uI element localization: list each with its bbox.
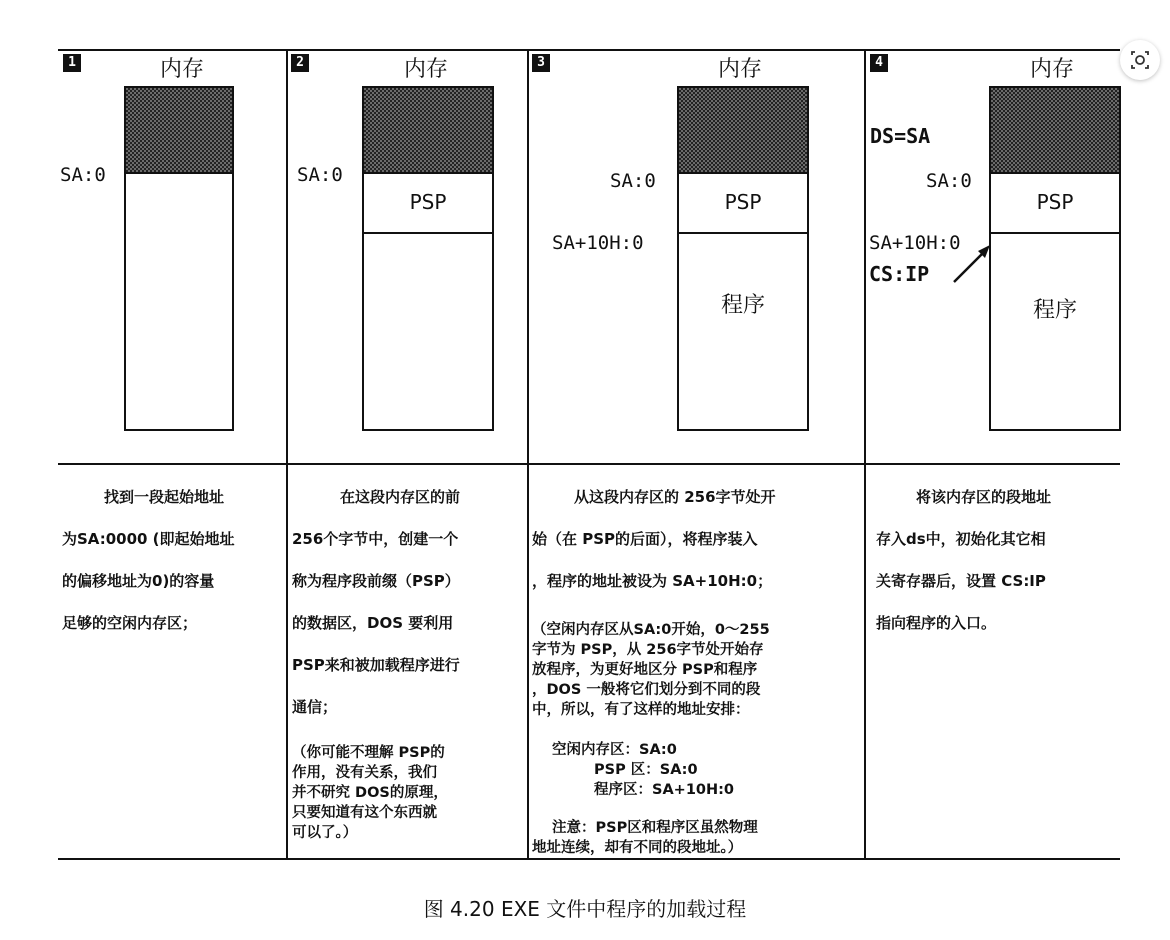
top-border (58, 49, 1120, 51)
note-line: 放程序，为更好地区分 PSP和程序 (532, 662, 758, 678)
description-line: 关寄存器后，设置 CS:IP (876, 572, 1046, 590)
description-line: PSP来和被加载程序进行 (292, 656, 460, 674)
memory-block (362, 86, 494, 431)
register-label-ds: DS=SA (870, 124, 931, 148)
description-line: 从这段内存区的 256字节处开 (574, 488, 776, 506)
figure-caption: 图 4.20 EXE 文件中程序的加载过程 (423, 897, 747, 921)
address-label-sa10h: SA+10H:0 (552, 232, 644, 254)
panel-number: 2 (291, 54, 309, 72)
address-label-sa0: SA:0 (60, 164, 106, 186)
column-divider-2 (527, 49, 529, 860)
address-table-line: 程序区：SA+10H:0 (594, 782, 735, 798)
memory-label: 内存 (404, 57, 449, 82)
address-table-line: PSP 区：SA:0 (594, 762, 698, 778)
panel-number: 1 (63, 54, 81, 72)
middle-divider (58, 463, 1120, 465)
psp-segment: PSP (679, 172, 807, 234)
note-line: ，DOS 一般将它们划分到不同的段 (532, 682, 761, 698)
psp-segment: PSP (364, 172, 492, 234)
description-line: 256个字节中，创建一个 (292, 530, 459, 548)
program-segment: 程序 (720, 292, 765, 318)
note-line: 中，所以，有了这样的地址安排： (532, 702, 750, 718)
memory-label: 内存 (718, 57, 763, 82)
description-line: 找到一段起始地址 (104, 488, 225, 506)
program-segment: 程序 (1032, 297, 1077, 323)
description-line: 将该内存区的段地址 (916, 488, 1052, 506)
pointer-arrow-icon (950, 240, 994, 286)
memory-block (677, 86, 809, 431)
occupied-memory-hatch (126, 88, 232, 174)
occupied-memory-hatch (679, 88, 807, 174)
memory-label: 内存 (160, 57, 205, 82)
panel-number: 4 (870, 54, 888, 72)
bottom-border (58, 858, 1120, 860)
note-line: 可以了。） (292, 825, 358, 841)
note-line: （空闲内存区从SA:0开始，0～255 (532, 622, 770, 638)
occupied-memory-hatch (364, 88, 492, 174)
description-line: 指向程序的入口。 (876, 614, 997, 632)
description-line: 通信； (292, 698, 338, 716)
address-label-sa0: SA:0 (610, 170, 656, 192)
pointer-label-csip: CS:IP (869, 262, 930, 286)
camera-scan-button[interactable] (1120, 40, 1160, 80)
description-line: 存入ds中，初始化其它相 (876, 530, 1046, 548)
description-line: 称为程序段前缀（PSP） (292, 572, 460, 590)
address-label-sa0: SA:0 (926, 170, 972, 192)
note-line: 并不研究 DOS的原理， (292, 785, 448, 801)
description-line: 在这段内存区的前 (340, 488, 461, 506)
panel-number: 3 (532, 54, 550, 72)
memory-label: 内存 (1030, 57, 1075, 82)
address-label-sa10h: SA+10H:0 (869, 232, 961, 254)
memory-block (989, 86, 1121, 431)
description-line: 的数据区，DOS 要利用 (292, 614, 454, 632)
occupied-memory-hatch (991, 88, 1119, 174)
address-label-sa0: SA:0 (297, 164, 343, 186)
warning-line: 地址连续，却有不同的段地址。） (532, 840, 743, 856)
note-line: 作用，没有关系，我们 (292, 765, 437, 781)
note-line: 字节为 PSP，从 256字节处开始存 (532, 642, 764, 658)
description-line: 的偏移地址为0)的容量 (62, 572, 215, 590)
column-divider-3 (864, 49, 866, 860)
description-line: 为SA:0000 (即起始地址 (62, 530, 235, 548)
description-line: ，程序的地址被设为 SA+10H:0； (532, 572, 773, 590)
column-divider-1 (286, 49, 288, 860)
camera-scan-icon (1120, 40, 1160, 80)
description-line: 始（在 PSP的后面），将程序装入 (532, 530, 758, 548)
note-line: （你可能不理解 PSP的 (292, 745, 445, 761)
memory-block (124, 86, 234, 431)
warning-line: 注意：PSP区和程序区虽然物理 (552, 820, 758, 836)
note-line: 只要知道有这个东西就 (292, 805, 437, 821)
address-table-line: 空闲内存区：SA:0 (552, 742, 677, 758)
description-line: 足够的空闲内存区； (62, 614, 198, 632)
psp-segment: PSP (991, 172, 1119, 234)
